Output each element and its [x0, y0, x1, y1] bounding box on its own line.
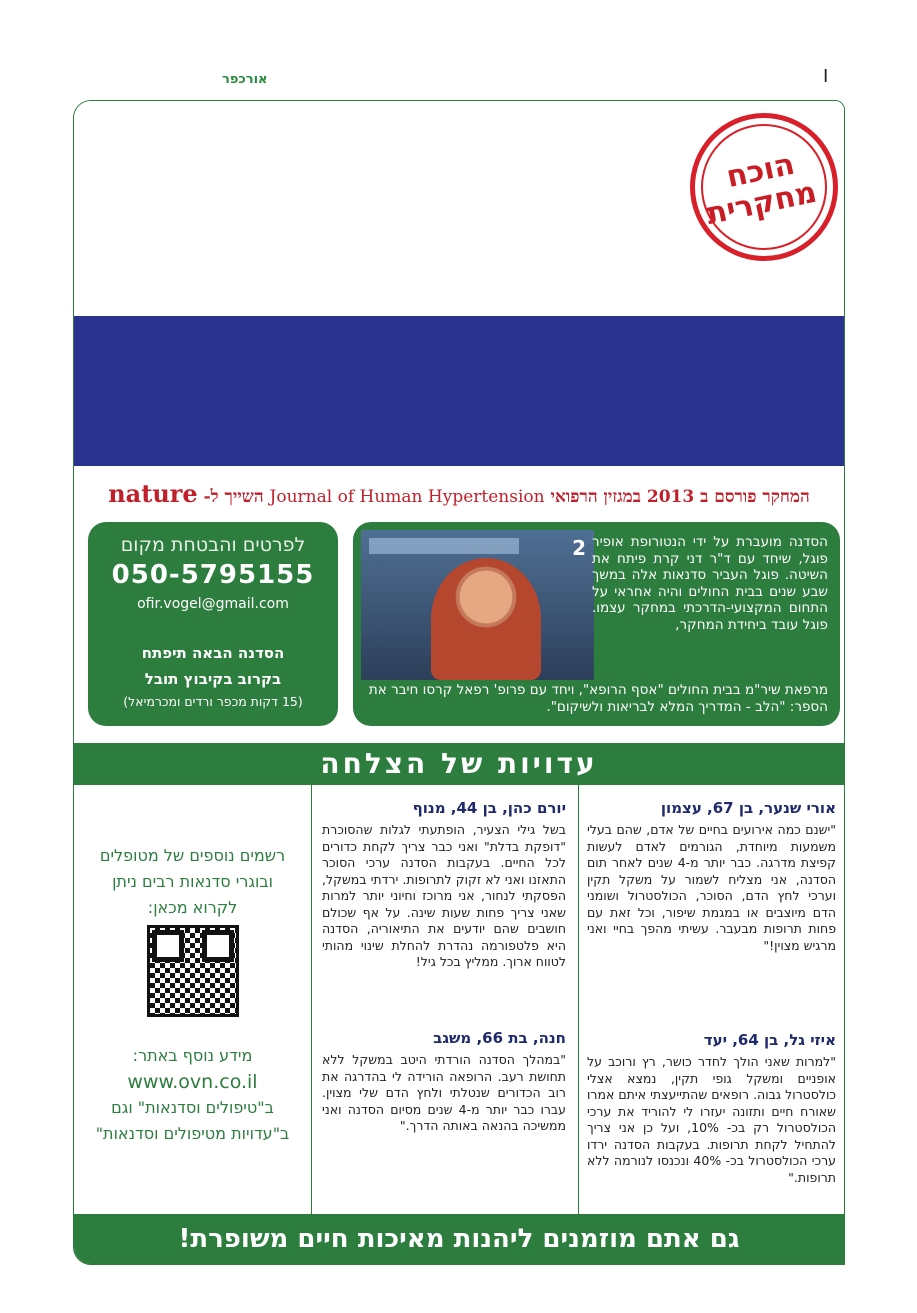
testimonial-name: אורי שנער, בן 67, עצמון	[660, 799, 836, 817]
blue-banner	[74, 316, 844, 466]
about-instructor-box	[353, 522, 840, 726]
journal-middle: השייך ל-	[203, 487, 264, 507]
tv-ticker-bar	[369, 538, 519, 554]
nature-logo: nature	[108, 479, 198, 508]
instructor-text: הסדנה מועברת על ידי הנטורופת אופיר פוגל, שיחד עם ד"ר דני קרת פיתח את השיטה. פוגל העביר סדנאות אלה במשך שבע שנים בבית החולים והיה אחראי על התחום המקצועי-הדרכתי במחקר עצמו. פוגל עובד ביחידת המחקר,	[592, 534, 828, 633]
journal-line	[74, 479, 844, 508]
info-line-2: ב"טיפולים וסדנאות" וגם	[111, 1098, 274, 1117]
contact-title: לפרטים והבטחת מקום	[120, 534, 306, 556]
testimonial-uri	[587, 799, 836, 954]
instructor-text-continued: מרפאת שיר"מ בבית החולים "אסף הרופא", ויחד עם פרופ' רפאל קרסו חיבר את הספר: "הלב - המדריך המלא לבריאות ולשיקום".	[368, 682, 828, 715]
website-link[interactable]: www.ovn.co.il	[127, 1071, 258, 1093]
testimonials-middle-column	[311, 785, 579, 1214]
contact-email[interactable]: ofir.vogel@gmail.com	[137, 596, 289, 612]
next-workshop-line1: הסדנה הבאה תיפתח	[141, 644, 285, 662]
distance-note: (15 דקות מכפר ורדים ומכרמיאל)	[123, 694, 303, 709]
journal-prefix: המחקר פורסם ב 2013 במגזין הרפואי	[550, 487, 810, 507]
next-workshop-line2: בקרוב בקיבוץ תובל	[144, 670, 282, 688]
testimonial-text: בשל גילי הצעיר, הופתעתי לגלות שהסוכרת "דופקת בדלת" ואני כבר צריך לקחת כדורים לכל החיים. בעקבות הסדנה ערכי הסוכר התאזנו ואני לא זקוק לתרופות. ירדתי במשקל, הפסקתי לנחור, אני מרוכז וחיוני יותר למרות שאני צריך פחות שעות שינה. על אף שכולם חושבים שהם יודעים את התיאוריה, הסדנה היא פלטפורמה נהדרת להחלת שינוי מהותי לטווח ארוך. ממליץ בכל גיל!	[322, 822, 566, 969]
more-line-2: ובוגרי סדנאות רבים ניתן	[112, 872, 273, 891]
more-line-1: רשמים נוספים של מטופלים	[99, 846, 286, 865]
channel-logo: 2	[572, 536, 586, 560]
testimonial-text: "ישנם כמה אירועים בחיים של אדם, שהם בעלי משמעות מיוחדת, הגורמים לאדם לעשות קפיצת מדרגה. כבר יותר מ-4 שנים לאחר תום הסדנה, אני מצליח לשמור על משקל תקין וערכי לחץ הדם, הסוכר, הכולסטרול ושומני הדם מיוצבים או במגמת שיפור, וכל זאת עם פחות תרופות מבעבר. עשיתי מהפך בחיי ואני מרגיש מצוין!"	[587, 822, 836, 953]
testimonial-name: איזי גל, בן 64, יעד	[703, 1031, 836, 1049]
bottom-banner: גם אתם מוזמנים ליהנות מאיכות חיים משופרת!	[74, 1214, 844, 1264]
instructor-figure	[431, 558, 541, 680]
more-testimonials-text	[74, 843, 311, 921]
publisher-logo: אורכפר	[222, 72, 268, 87]
proven-stamp-icon	[676, 100, 845, 275]
info-line-3: ב"עדויות מטיפולים וסדנאות"	[95, 1124, 290, 1143]
ad-frame	[73, 100, 845, 1265]
next-workshop	[88, 640, 338, 692]
testimonial-izi	[587, 1031, 836, 1186]
qr-code-icon[interactable]	[147, 925, 239, 1017]
testimonial-text: "במהלך הסדנה הורדתי היטב במשקל ללא תחושת רעב. הרופאה הורידה לי בהדרגה את רוב הכדורים שנטלתי ולחץ הדם שלי מצוין. עברו כבר יותר מ-4 שנים מסיום הסדנה ואני ממשיכה בהנאה באותה הדרך."	[322, 1052, 566, 1133]
page-number: I	[823, 66, 829, 87]
journal-name: Journal of Human Hypertension	[269, 487, 545, 507]
instructor-photo	[361, 530, 594, 680]
success-title: עדויות של הצלחה	[74, 743, 844, 785]
stamp-text: הוכח מחקרית	[703, 146, 820, 233]
contact-phone[interactable]: 050-5795155	[111, 560, 315, 590]
testimonial-hana	[322, 1029, 566, 1135]
more-line-3: לקרוא מכאן:	[147, 898, 238, 917]
testimonials-right-column	[579, 785, 845, 1214]
testimonial-yoram	[322, 799, 566, 971]
contact-box	[88, 522, 338, 726]
website-info	[74, 1043, 311, 1147]
testimonial-name: יורם כהן, בן 44, מנוף	[412, 799, 566, 817]
info-line-1: מידע נוסף באתר:	[132, 1046, 253, 1065]
testimonial-text: "למרות שאני הולך לחדר כושר, רץ ורוכב על אופניים ומשקל גופי תקין, נמצא אצלי כולסטרול גבוה. רופאים שהתייעצתי איתם אמרו שאורח חיים ותזונה יעזרו לי להוריד את ערכי הכולסטרול רק בכ- 10%, ועל כן אני צריך להתחיל לקחת תרופות. בעקבות הסדנה ירדו ערכי הכולסטרול בכ- 40% ונכנסו לנורמה ללא תרופות."	[587, 1054, 837, 1185]
testimonial-name: חנה, בת 66, משגב	[433, 1029, 566, 1047]
more-info-column	[74, 785, 311, 1214]
hero-area	[74, 101, 844, 316]
